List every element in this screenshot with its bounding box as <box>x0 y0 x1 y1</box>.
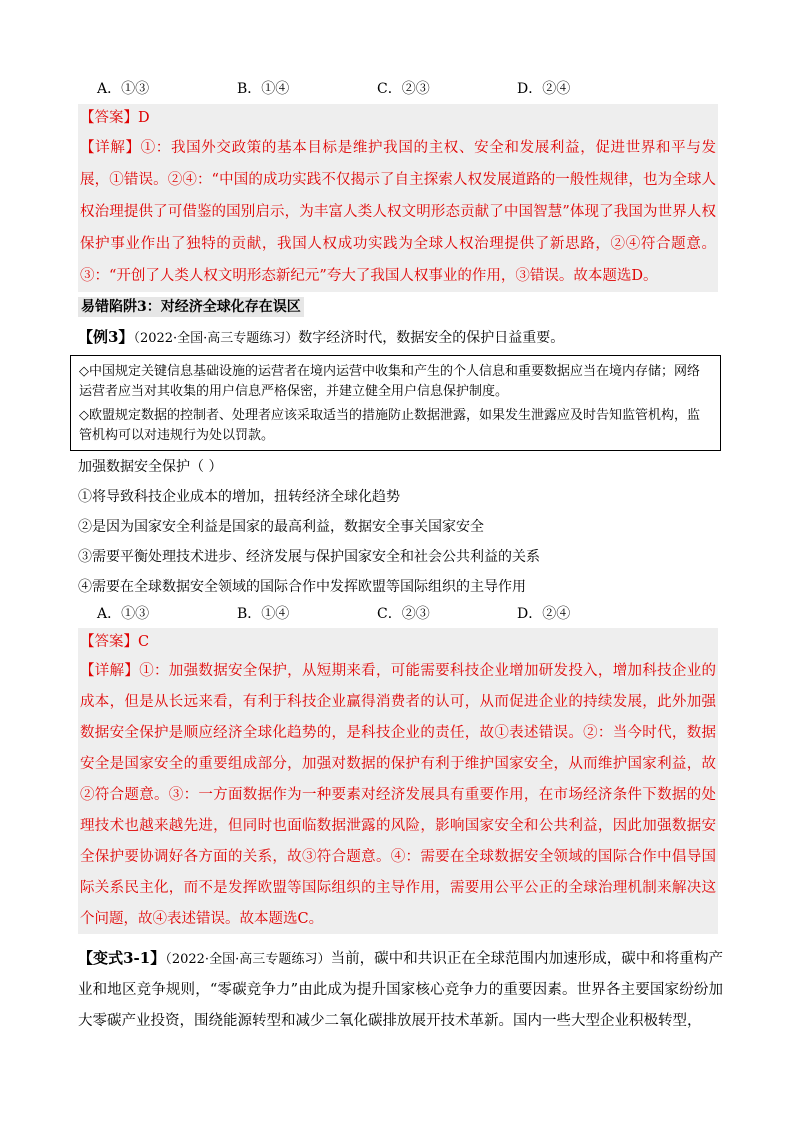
variant-label: 【变式3-1】 <box>78 949 166 967</box>
statement-4: ④需要在全球数据安全领域的国际合作中发挥欧盟等国际组织的主导作用 <box>78 579 526 595</box>
option-a[interactable]: A．①③ <box>97 606 150 622</box>
detail-label: 【详解】 <box>80 140 141 156</box>
option-c[interactable]: C．②③ <box>377 81 430 97</box>
statement-3: ③需要平衡处理技术进步、经济发展与保护国家安全和社会公共利益的关系 <box>78 549 540 565</box>
option-b[interactable]: B．①④ <box>237 81 290 97</box>
example-3-answer-block <box>78 628 718 934</box>
answer-label: 【答案】 <box>80 110 138 126</box>
example-3-options <box>97 603 657 625</box>
variant-source: （2022·全国·高三专题练习） <box>165 952 331 967</box>
statement-1: ①将导致科技企业成本的增加，扭转经济全球化趋势 <box>78 489 400 505</box>
prev-answer <box>80 104 716 132</box>
statement-2: ②是因为国家安全利益是国家的最高利益，数据安全事关国家安全 <box>78 519 484 535</box>
detail-text: ①：我国外交政策的基本目标是维护我国的主权、安全和发展利益，促进世界和平与发展，①错误。②④：“中国的成功实践不仅揭示了自主探索人权发展道路的一般性规律，也为全球人权治理提供了可借鉴的国别启示，为丰富人类人权文明形态贡献了中国智慧”体现了我国为世界人权保护事业作出了独特的贡献，我国人权成功实践为全球人权治理提供了新思路，②④符合题意。③：“开创了人类人权文明形态新纪元”夸大了我国人权事业的作用，③错误。故本题选D。 <box>80 140 717 284</box>
example-3-answer <box>80 628 716 656</box>
option-d[interactable]: D．②④ <box>517 606 571 622</box>
answer-value: C <box>138 634 150 650</box>
example-3-detail <box>80 656 716 935</box>
material-eu: ◇欧盟规定数据的控制者、处理者应该采取适当的措施防止数据泄露，如果发生泄露应及时告知监管机构，监管机构可以对违规行为处以罚款。 <box>79 408 700 443</box>
detail-text: ①：加强数据安全保护，从短期来看，可能需要科技企业增加研发投入，增加科技企业的成本，但是从长远来看，有利于科技企业赢得消费者的认可，从而促进企业的持续发展，此外加强数据安全保护是顺应经济全球化趋势的，是科技企业的责任，故①表述错误。②：当今时代，数据安全是国家安全的重要组成部分，加强对数据的保护有利于维护国家安全，从而维护国家利益，故②符合题意。③：一方面数据作为一种要素对经济发展具有重要作用，在市场经济条件下数据的处理技术也越来越先进，但同时也面临数据泄露的风险，影响国家安全和公共利益，因此加强数据安全保护要协调好各方面的关系，故③符合题意。④：需要在全球数据安全领域的国际合作中倡导国际关系民主化，而不是发挥欧盟等国际组织的主导作用，需要用公平公正的全球治理机制来解决这个问题，故④表述错误。故本题选C。 <box>80 663 717 927</box>
option-a[interactable]: A．①③ <box>97 81 150 97</box>
material-china: ◇中国规定关键信息基础设施的运营者在境内运营中收集和产生的个人信息和重要数据应当在境内存储；网络运营者应当对其收集的用户信息严格保密，并建立健全用户信息保护制度。 <box>79 364 700 399</box>
variant-text: 当前，碳中和共识正在全球范围内加速形成，碳中和将重构产业和地区竞争规则，“零碳竞争力”由此成为提升国家核心竞争力的重要因素。世界各主要国家纷纷加大零碳产业投资，围绕能源转型和减少二氧化碳排放展开技术革新。国内一些大型企业积极转型， <box>78 951 723 1029</box>
example-label: 【例3】 <box>78 328 134 346</box>
prev-detail <box>80 132 716 292</box>
material-box <box>70 355 721 451</box>
prev-answer-block <box>78 104 718 292</box>
prev-options <box>97 78 657 100</box>
example-source: （2022·全国·高三专题练习） <box>133 331 299 346</box>
answer-value: D <box>138 110 150 126</box>
example-3-stem <box>78 326 718 350</box>
detail-label: 【详解】 <box>80 663 140 679</box>
answer-label: 【答案】 <box>80 634 138 650</box>
option-d[interactable]: D．②④ <box>517 81 571 97</box>
option-c[interactable]: C．②③ <box>377 606 430 622</box>
variant-3-1 <box>78 943 723 1037</box>
option-b[interactable]: B．①④ <box>237 606 290 622</box>
question-text: 加强数据安全保护（ ） <box>78 459 223 475</box>
section-heading: 易错陷阱3：对经济全球化存在误区 <box>78 297 304 317</box>
example-stem: 数字经济时代，数据安全的保护日益重要。 <box>298 330 565 346</box>
